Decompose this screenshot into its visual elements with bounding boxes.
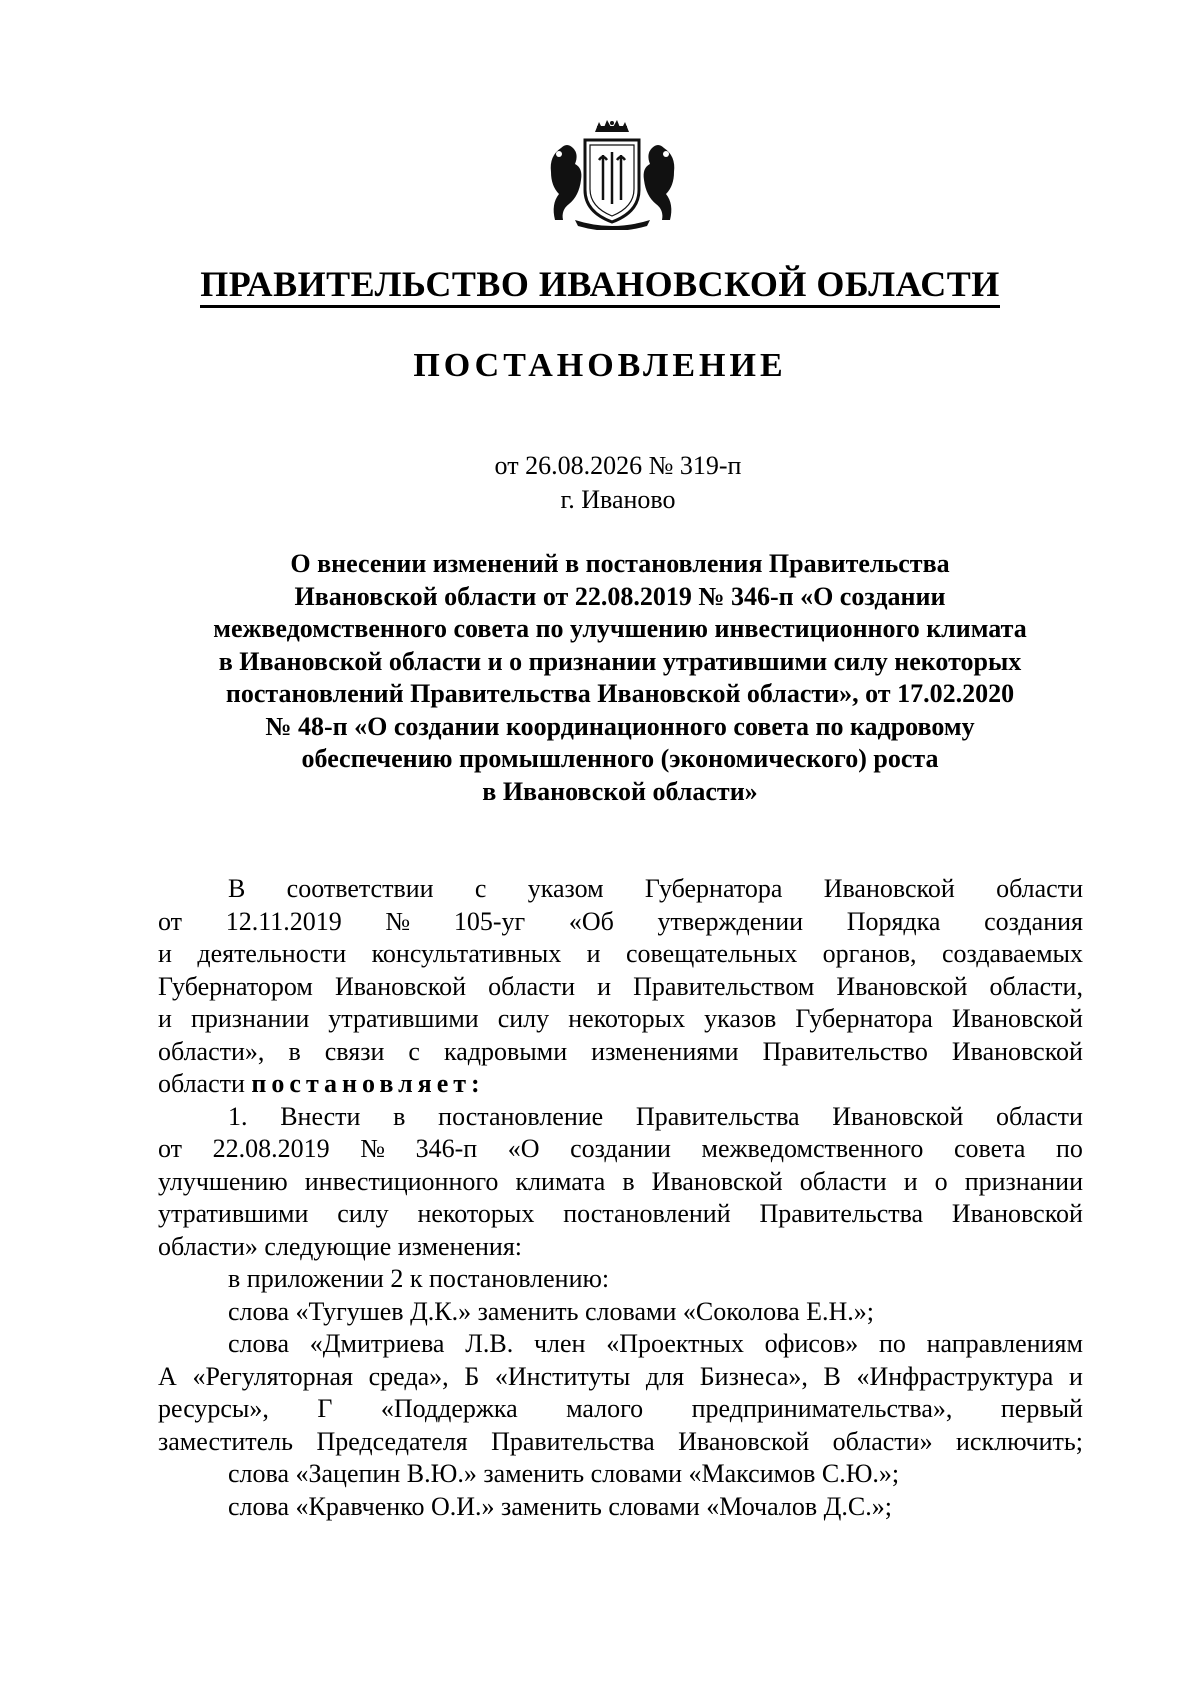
- body-word: области: [996, 874, 1083, 903]
- document-body: [158, 873, 1083, 1523]
- body-line: [158, 938, 1083, 971]
- body-word: в: [393, 1101, 406, 1131]
- body-word: с: [408, 1036, 420, 1066]
- body-word: «Об: [568, 906, 614, 936]
- body-word: Ивановской: [334, 971, 467, 1001]
- body-word: Председателя: [316, 1426, 468, 1456]
- body-word: утверждении: [657, 906, 804, 936]
- body-word: Губернатором: [158, 971, 313, 1001]
- body-line: [158, 1361, 1083, 1394]
- body-word: №: [385, 906, 411, 936]
- body-word: улучшению: [158, 1166, 288, 1196]
- subject-line: межведомственного совета по улучшению инвестиционного климата: [213, 614, 1027, 643]
- body-word: по: [1056, 1134, 1083, 1163]
- body-word: Правительством: [633, 971, 815, 1001]
- body-word: совета: [954, 1134, 1026, 1163]
- body-word: от: [158, 906, 183, 936]
- body-word: с: [474, 874, 487, 903]
- body-line: [158, 971, 1083, 1004]
- body-word: Правительства: [491, 1426, 655, 1456]
- body-word: Правительства: [635, 1101, 800, 1131]
- body-word: силу: [497, 1004, 550, 1033]
- body-word: А: [158, 1361, 177, 1391]
- body-word: Ивановской: [951, 1199, 1083, 1228]
- body-word: среда»,: [368, 1361, 449, 1391]
- body-word: кадровыми: [444, 1036, 568, 1066]
- body-word: Губернатора: [644, 874, 783, 903]
- body-word: области: [799, 1166, 887, 1196]
- body-word: 22.08.2019: [212, 1134, 330, 1163]
- body-word: предпринимательства»,: [691, 1394, 953, 1423]
- body-word: Ивановской: [823, 874, 955, 903]
- body-line: [158, 1328, 1083, 1361]
- document-city: г. Иваново: [560, 485, 676, 514]
- body-line: [158, 1133, 1083, 1166]
- body-word: о: [934, 1166, 948, 1196]
- body-word: по: [878, 1329, 906, 1358]
- body-word: создания: [984, 906, 1083, 936]
- body-line: в приложении 2 к постановлению:: [228, 1264, 610, 1293]
- body-word: консультативных: [371, 939, 562, 968]
- document-date-number: от 26.08.2026 № 319-п: [494, 451, 742, 480]
- body-word: направлениям: [926, 1329, 1083, 1358]
- subject-line: Ивановской области от 22.08.2019 № 346-п «О создании: [294, 581, 946, 611]
- body-word: Правительства: [759, 1199, 924, 1228]
- body-word: области»,: [158, 1036, 265, 1066]
- body-word: Правительство: [762, 1036, 928, 1066]
- document-type: ПОСТАНОВЛЕНИЕ: [413, 347, 787, 384]
- body-word: утратившими: [328, 1004, 479, 1033]
- body-word: 346-п: [415, 1134, 478, 1163]
- body-word: для: [645, 1361, 685, 1391]
- body-word: Л.В.: [465, 1329, 514, 1358]
- body-word: области: [996, 1101, 1083, 1131]
- document-subject: [170, 548, 1070, 808]
- body-word: межведомственного: [701, 1134, 924, 1163]
- subject-line: в Ивановской области и о признании утратившими силу некоторых: [218, 646, 1022, 676]
- body-word: и: [586, 939, 601, 968]
- body-word: Ивановской: [832, 1101, 964, 1131]
- body-word: и: [903, 1166, 918, 1196]
- body-word: слова: [228, 1329, 289, 1358]
- body-word: создании: [570, 1134, 671, 1163]
- body-word: силу: [337, 1199, 389, 1228]
- body-word: В: [228, 874, 246, 903]
- body-word: от: [158, 1134, 183, 1163]
- body-word: некоторых: [568, 1004, 686, 1033]
- body-line: слова «Кравченко О.И.» заменить словами «Мочалов Д.С.»;: [228, 1491, 892, 1521]
- body-line: [158, 1101, 1083, 1134]
- body-line: [158, 1393, 1083, 1426]
- body-text: области: [158, 1069, 252, 1098]
- body-word: связи: [324, 1036, 385, 1066]
- body-word: «Институты: [494, 1361, 631, 1391]
- resolves-keyword: постановляет:: [251, 1069, 485, 1098]
- body-word: совещательных: [625, 939, 798, 968]
- body-word: Ивановской: [951, 1036, 1083, 1066]
- body-word: климата: [515, 1166, 606, 1196]
- body-word: области,: [989, 971, 1083, 1001]
- subject-line: обеспечению промышленного (экономического) роста: [301, 744, 939, 773]
- body-line: [158, 1003, 1083, 1036]
- body-word: области»: [832, 1426, 933, 1456]
- body-word: офисов»: [764, 1329, 859, 1358]
- body-line: [158, 1036, 1083, 1069]
- body-line: [158, 873, 1083, 906]
- body-word: «Инфраструктура: [856, 1361, 1054, 1391]
- body-word: В: [823, 1361, 841, 1391]
- body-word: изменениями: [591, 1036, 739, 1066]
- body-word: «Регуляторная: [192, 1361, 353, 1391]
- body-word: Ивановской: [836, 971, 968, 1001]
- subject-line: О внесении изменений в постановления Правительства: [290, 549, 950, 578]
- body-word: указов: [704, 1004, 777, 1033]
- body-line: [158, 1426, 1083, 1459]
- body-word: постановление: [438, 1101, 604, 1131]
- body-word: и: [597, 971, 612, 1001]
- body-word: области: [488, 971, 576, 1001]
- body-word: и: [158, 1004, 172, 1033]
- body-word: признании: [190, 1004, 310, 1033]
- body-word: Ивановской: [678, 1426, 810, 1456]
- body-line: [158, 1198, 1083, 1231]
- body-word: заместитель: [158, 1426, 294, 1456]
- body-word: 1.: [228, 1101, 248, 1131]
- body-word: Губернатора: [795, 1004, 933, 1033]
- body-word: Г: [317, 1394, 333, 1423]
- body-word: малого: [566, 1394, 644, 1423]
- subject-line: в Ивановской области»: [482, 776, 758, 806]
- body-word: и: [1069, 1361, 1083, 1391]
- body-word: указом: [527, 874, 604, 903]
- body-word: соответствии: [286, 874, 434, 903]
- body-word: Бизнеса»,: [699, 1361, 808, 1391]
- body-word: «Проектных: [606, 1329, 744, 1358]
- body-word: 105-уг: [453, 906, 526, 936]
- body-word: член: [533, 1329, 586, 1358]
- body-word: признании: [964, 1166, 1083, 1196]
- subject-line: № 48-п «О создании координационного совета по кадровому: [265, 711, 975, 741]
- body-word: «О: [507, 1134, 540, 1163]
- body-word: Ивановской: [951, 1004, 1083, 1033]
- body-word: некоторых: [417, 1199, 535, 1228]
- government-title: ПРАВИТЕЛЬСТВО ИВАНОВСКОЙ ОБЛАСТИ: [0, 262, 1200, 306]
- body-word: утратившими: [158, 1199, 309, 1228]
- body-line: [158, 1166, 1083, 1199]
- body-word: исключить;: [956, 1426, 1083, 1456]
- body-word: «Дмитриева: [309, 1329, 445, 1358]
- body-word: Внести: [280, 1101, 361, 1131]
- body-word: и: [158, 939, 172, 968]
- body-word: органов,: [822, 939, 917, 968]
- body-line: слова «Зацепин В.Ю.» заменить словами «Максимов С.Ю.»;: [228, 1459, 900, 1488]
- body-word: №: [360, 1134, 385, 1163]
- coat-of-arms-emblem: [545, 120, 680, 230]
- body-word: деятельности: [197, 939, 347, 968]
- body-word: создаваемых: [941, 939, 1083, 968]
- body-word: 12.11.2019: [225, 906, 342, 936]
- body-word: инвестиционного: [304, 1166, 499, 1196]
- body-word: в: [288, 1036, 301, 1066]
- body-word: Порядка: [846, 906, 941, 936]
- body-word: первый: [1000, 1394, 1083, 1423]
- body-word: ресурсы»,: [158, 1394, 269, 1423]
- body-word: «Поддержка: [380, 1394, 518, 1423]
- subject-line: постановлений Правительства Ивановской области», от 17.02.2020: [225, 679, 1015, 708]
- body-line: слова «Тугушев Д.К.» заменить словами «Соколова Е.Н.»;: [228, 1296, 875, 1326]
- body-line: [158, 906, 1083, 939]
- body-word: Б: [464, 1361, 480, 1391]
- body-line: области» следующие изменения:: [158, 1231, 523, 1261]
- body-line: [158, 1068, 1083, 1101]
- body-word: в: [622, 1166, 635, 1196]
- body-word: Ивановской: [651, 1166, 783, 1196]
- body-word: постановлений: [563, 1199, 731, 1228]
